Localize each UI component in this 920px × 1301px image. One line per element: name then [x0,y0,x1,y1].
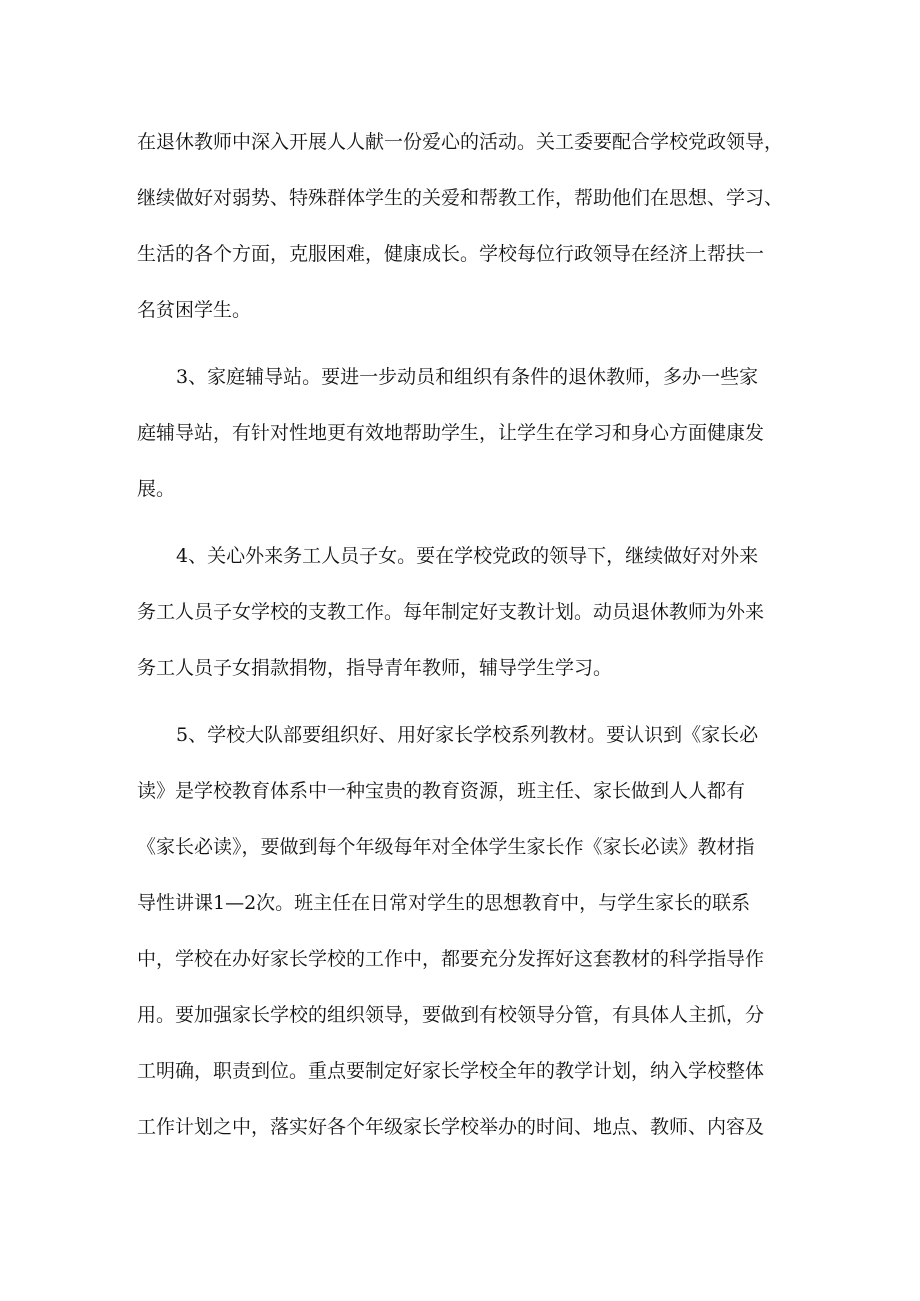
paragraph-1-line-1 [0,122,920,162]
paragraph-4-line-3 [0,827,920,867]
text-line: 导性讲课1—2次。班主任在日常对学生的思想教育中，与学生家长的联系 [137,892,751,914]
text-line: 5、学校大队部要组织好、用好家长学校系列教材。要认识到《家长必 [176,724,759,746]
paragraph-4-line-4 [0,883,920,923]
text-line: 名贫困学生。 [137,299,252,321]
text-line: 《家长必读》，要做到每个年级每年对全体学生家长作《家长必读》教材指 [137,836,755,858]
paragraph-3-line-2 [0,592,920,632]
paragraph-1-line-3 [0,234,920,274]
text-line: 读》是学校教育体系中一种宝贵的教育资源，班主任、家长做到人人都有 [137,780,746,802]
text-line: 4、关心外来务工人员子女。要在学校党政的领导下，继续做好对外来 [176,545,759,567]
paragraph-4-line-5 [0,939,920,979]
text-line: 在退休教师中深入开展人人献一份爱心的活动。关工委要配合学校党政领导， [137,131,784,153]
text-line: 中，学校在办好家长学校的工作中，都要充分发挥好这套教材的科学指导作 [137,948,765,970]
paragraph-2-line-3 [0,469,920,509]
paragraph-4-line-1 [0,715,920,755]
text-line: 工作计划之中，落实好各个年级家长学校举办的时间、地点、教师、内容及 [137,1116,765,1138]
text-line: 工明确，职责到位。重点要制定好家长学校全年的教学计划，纳入学校整体 [137,1060,765,1082]
paragraph-4-line-8 [0,1107,920,1147]
paragraph-2-line-2 [0,413,920,453]
text-line: 展。 [137,478,176,500]
text-line: 3、家庭辅导站。要进一步动员和组织有条件的退休教师，多办一些家 [176,366,759,388]
paragraph-2-line-1 [0,357,920,397]
text-line: 继续做好对弱势、特殊群体学生的关爱和帮教工作，帮助他们在思想、学习、 [137,187,784,209]
text-line: 庭辅导站，有针对性地更有效地帮助学生，让学生在学习和身心方面健康发 [137,422,765,444]
paragraph-3-line-3 [0,648,920,688]
text-line: 务工人员子女学校的支教工作。每年制定好支教计划。动员退休教师为外来 [137,601,765,623]
text-line: 务工人员子女捐款捐物，指导青年教师，辅导学生学习。 [137,657,613,679]
paragraph-4-line-6 [0,995,920,1035]
paragraph-4-line-7 [0,1051,920,1091]
paragraph-1-line-4 [0,290,920,330]
paragraph-4-line-2 [0,771,920,811]
paragraph-3-line-1 [0,536,920,576]
paragraph-1-line-2 [0,178,920,218]
text-line: 用。要加强家长学校的组织领导，要做到有校领导分管，有具体人主抓，分 [137,1004,765,1026]
text-line: 生活的各个方面，克服困难，健康成长。学校每位行政领导在经济上帮扶一 [137,243,765,265]
